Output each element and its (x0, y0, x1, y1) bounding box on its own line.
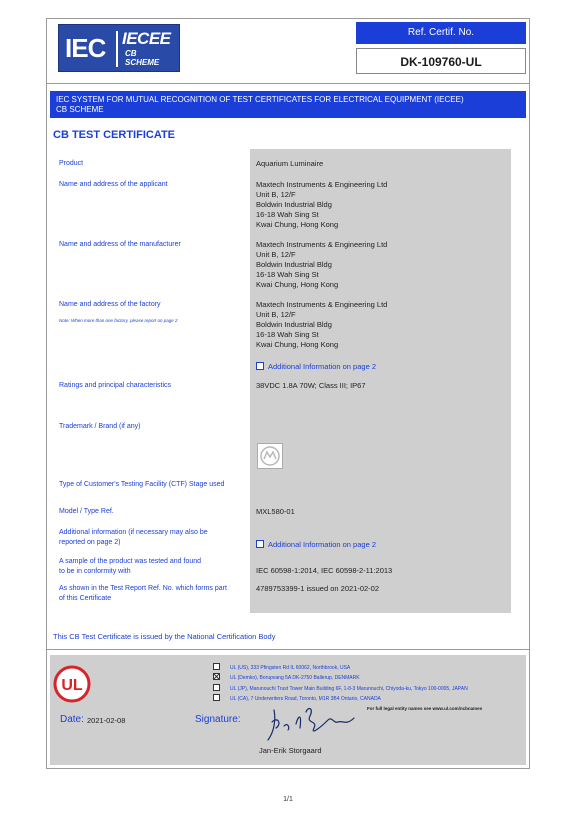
address-line: 16-18 Wah Sing St (256, 210, 319, 219)
cb-scheme-logo-text (125, 49, 159, 67)
ref-certif-label: Ref. Certif. No. (356, 22, 526, 44)
address-line: Kwai Chung, Hong Kong (256, 220, 339, 229)
system-bar (50, 91, 526, 118)
factory-note: Note: When more than one factory, please report on page 2 (59, 318, 178, 323)
applicant-label: Name and address of the applicant (59, 181, 168, 188)
page-title: CB TEST CERTIFICATE (53, 129, 176, 141)
address-line: Maxtech Instruments & Engineering Ltd (256, 180, 388, 189)
signatory-name: Jan-Erik Storgaard (259, 746, 322, 755)
divider (46, 83, 530, 84)
logo-separator (116, 31, 118, 67)
model-label: Model / Type Ref. (59, 508, 114, 515)
ratings-value: 38VDC 1.8A 70W; Class III; IP67 (256, 381, 366, 390)
address-line: Kwai Chung, Hong Kong (256, 280, 339, 289)
lab-option-demko[interactable] (213, 673, 360, 683)
additional-info-value (256, 540, 376, 550)
address-line: Unit B, 12/F (256, 190, 296, 199)
brand-logo (257, 443, 283, 469)
sample-label (59, 557, 201, 577)
lab-text: UL (JP), Marunouchi Trust Tower Main Building 6F, 1-8-3 Marunouchi, Chiyoda-ku, Tokyo 100-0005, JAPAN (230, 686, 468, 692)
address-line: Maxtech Instruments & Engineering Ltd (256, 300, 388, 309)
applicant-address (256, 180, 387, 230)
system-subtitle: CB SCHEME (56, 105, 104, 114)
address-line: Boldwin Industrial Bldg (256, 200, 332, 209)
cb-logo-line: CB (125, 49, 137, 58)
lab-option-jp[interactable] (213, 684, 468, 694)
additional-info-checkbox[interactable] (256, 362, 264, 370)
page-number: 1/1 (283, 796, 293, 803)
address-line: Kwai Chung, Hong Kong (256, 340, 339, 349)
manufacturer-label: Name and address of the manufacturer (59, 241, 181, 248)
factory-label: Name and address of the factory (59, 301, 161, 308)
product-label: Product (59, 160, 84, 167)
model-value: MXL580-01 (256, 507, 295, 516)
standards-value: IEC 60598-1:2014, IEC 60598-2-11:2013 (256, 566, 393, 575)
address-line: Boldwin Industrial Bldg (256, 260, 332, 269)
address-line: Maxtech Instruments & Engineering Ltd (256, 240, 388, 249)
lab-checkbox-checked[interactable] (213, 673, 220, 680)
iecee-logo-text: IECEE (122, 29, 171, 48)
full-legal-note: For full legal entity names see www.ul.com/ncbnames (367, 706, 483, 711)
label-line: to be in conformity with (59, 568, 131, 575)
report-label (59, 584, 227, 604)
lab-checkbox[interactable] (213, 684, 220, 691)
address-line: 16-18 Wah Sing St (256, 270, 319, 279)
lab-text: UL (US), 333 Pfingsten Rd IL 60062, Northbrook, USA (230, 665, 351, 671)
handwritten-signature (262, 702, 372, 746)
trademark-label: Trademark / Brand (if any) (59, 423, 141, 430)
address-line: Unit B, 12/F (256, 250, 296, 259)
factory-address (256, 300, 387, 350)
divider (46, 649, 530, 650)
ratings-label: Ratings and principal characteristics (59, 382, 172, 389)
header-logo-area (50, 22, 354, 74)
factory-additional-info (256, 362, 376, 372)
ctf-label: Type of Customer's Testing Facility (CTF) Stage used (59, 481, 225, 488)
label-line: A sample of the product was tested and found (59, 558, 202, 565)
address-line: Boldwin Industrial Bldg (256, 320, 332, 329)
ref-certif-number: DK-109760-UL (356, 48, 526, 74)
label-line: reported on page 2) (59, 539, 121, 546)
lab-checkbox[interactable] (213, 663, 220, 670)
scheme-logo-line: SCHEME (125, 58, 160, 67)
lab-text: UL (CA), 7 Underwriters Road, Toronto, M1R 3B4 Ontario, CANADA (230, 696, 381, 702)
iec-logo-text: IEC (65, 33, 106, 63)
lab-text: UL (Demko), Borupvang 5A DK-2750 Ballerup, DENMARK (230, 675, 360, 681)
label-line: of this Certificate (59, 595, 112, 602)
additional-info-text: Additional Information on page 2 (268, 362, 376, 371)
svg-text:UL: UL (61, 677, 83, 694)
issued-by-statement: This CB Test Certificate is issued by the National Certification Body (53, 632, 276, 641)
label-line: Additional information (if necessary may also be (59, 529, 208, 536)
lab-option-us[interactable] (213, 663, 350, 673)
address-line: Unit B, 12/F (256, 310, 296, 319)
label-line: As shown in the Test Report Ref. No. which forms part (59, 585, 227, 592)
report-value: 4789753399-1 issued on 2021-02-02 (256, 584, 380, 593)
product-value: Aquarium Luminaire (256, 159, 324, 168)
date-value: 2021-02-08 (87, 716, 126, 725)
additional-info-page2-checkbox[interactable] (256, 540, 264, 548)
date-label: Date: (60, 714, 84, 725)
system-title: IEC SYSTEM FOR MUTUAL RECOGNITION OF TEST CERTIFICATES FOR ELECTRICAL EQUIPMENT (IECEE) (56, 95, 464, 104)
brand-mark-icon (258, 444, 282, 468)
ul-logo (52, 664, 92, 704)
additional-info-page2-text: Additional Information on page 2 (268, 540, 376, 549)
manufacturer-address (256, 240, 387, 290)
lab-checkbox[interactable] (213, 694, 220, 701)
signature-label: Signature: (195, 714, 241, 725)
address-line: 16-18 Wah Sing St (256, 330, 319, 339)
iecee-logo (58, 24, 180, 72)
additional-info-label (59, 528, 208, 548)
